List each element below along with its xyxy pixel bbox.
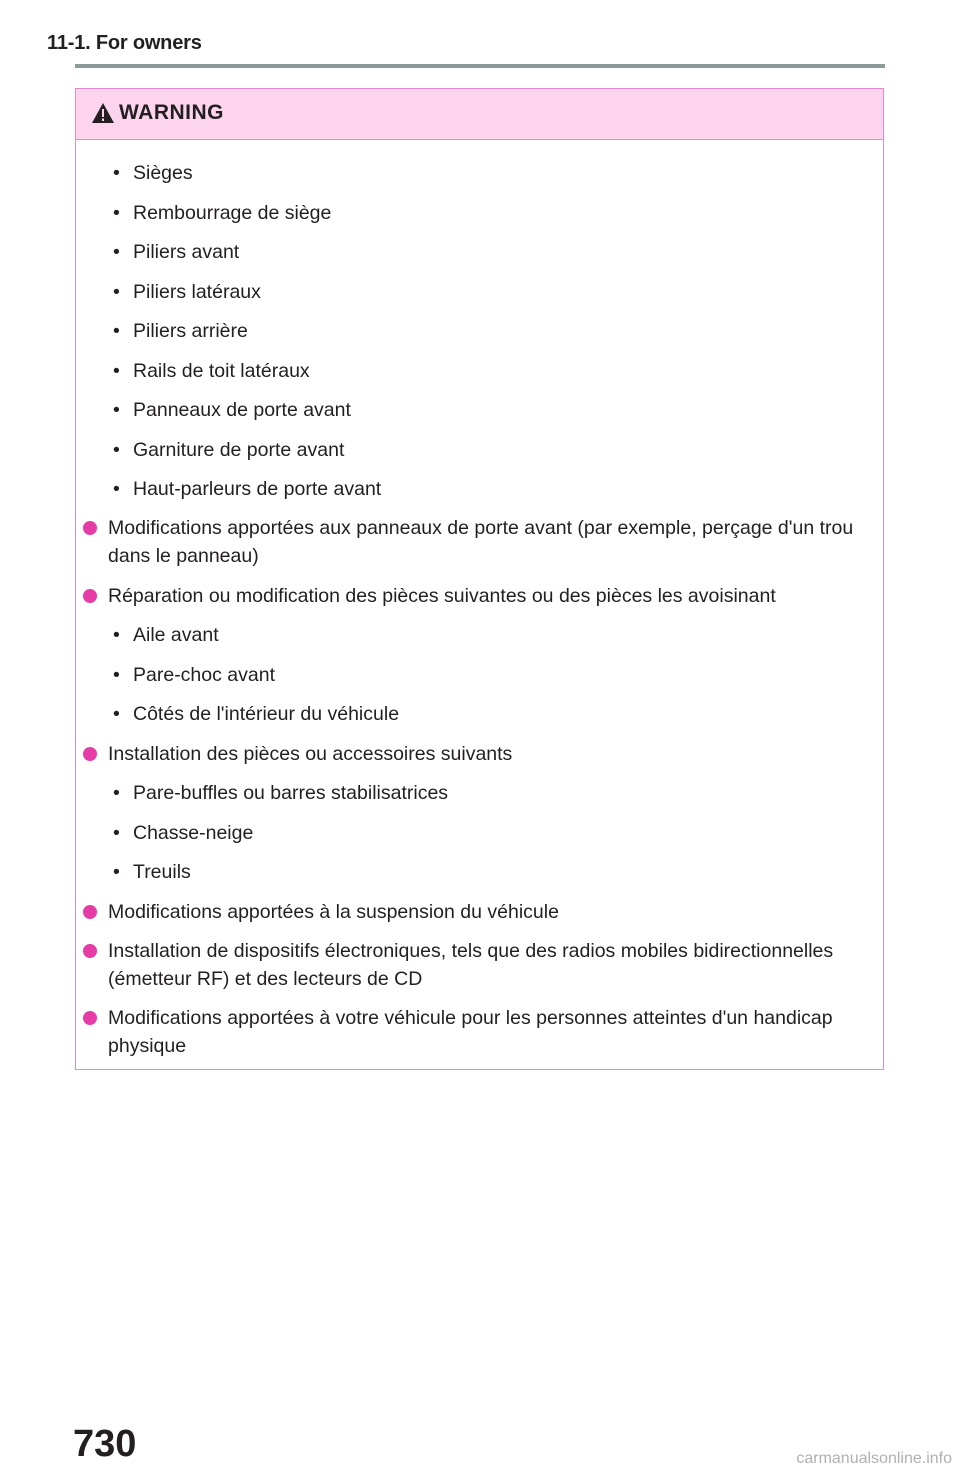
header-rule xyxy=(75,64,885,68)
bullet-circle-icon xyxy=(83,747,97,761)
warning-triangle-icon xyxy=(91,102,115,124)
watermark: carmanualsonline.info xyxy=(796,1450,952,1467)
section-header: 11-1. For owners xyxy=(47,32,202,54)
main-point: Réparation ou modification des pièces suivantes ou des pièces les avoisinant xyxy=(83,582,863,610)
main-point: Modifications apportées aux panneaux de porte avant (par exemple, perçage d'un trou dans le panneau) xyxy=(83,514,863,570)
warning-box: WARNING • Sièges • Rembourrage de siège • Piliers avant • Piliers latéraux • Piliers arrière • Rails de toit latéraux • Panneaux de porte avant • Garniture de porte avant • Haut-parleurs de porte avant Modifications apportées aux panneaux de porte avant (par exemple, perçage d'un trou dans le panneau) Réparation ou modification des pièces suivantes ou des pièces les avoisinant • Aile avant • Pare-choc avant • Côtés de l'intérieur du véhicule Installation des pièces ou accessoires suivants • Pare-buffles ou barres stabilisatrices • Chasse-neige • Treuils Modifications apportées à la suspension du véhicule Installation de dispositifs électroniques, tels que des radios mobiles bidirectionnelles (émetteur RF) et des lecteurs de CD Modifications apportées à votre véhicule pour les personnes atteintes d'un handicap physique xyxy=(75,88,884,1070)
bullet-circle-icon xyxy=(83,1011,97,1025)
bullet-circle-icon xyxy=(83,521,97,535)
bullet-circle-icon xyxy=(83,589,97,603)
main-point: Modifications apportées à la suspension du véhicule xyxy=(83,898,863,926)
main-point: Installation des pièces ou accessoires suivants xyxy=(83,740,863,768)
page-number: 730 xyxy=(73,1423,137,1465)
bullet-circle-icon xyxy=(83,905,97,919)
main-point: Installation de dispositifs électroniques, tels que des radios mobiles bidirectionnelles (émetteur RF) et des lecteurs de CD xyxy=(83,937,863,993)
warning-title: WARNING xyxy=(119,101,224,124)
main-point: Modifications apportées à votre véhicule pour les personnes atteintes d'un handicap physique xyxy=(83,1004,863,1060)
warning-header xyxy=(76,89,883,140)
bullet-circle-icon xyxy=(83,944,97,958)
